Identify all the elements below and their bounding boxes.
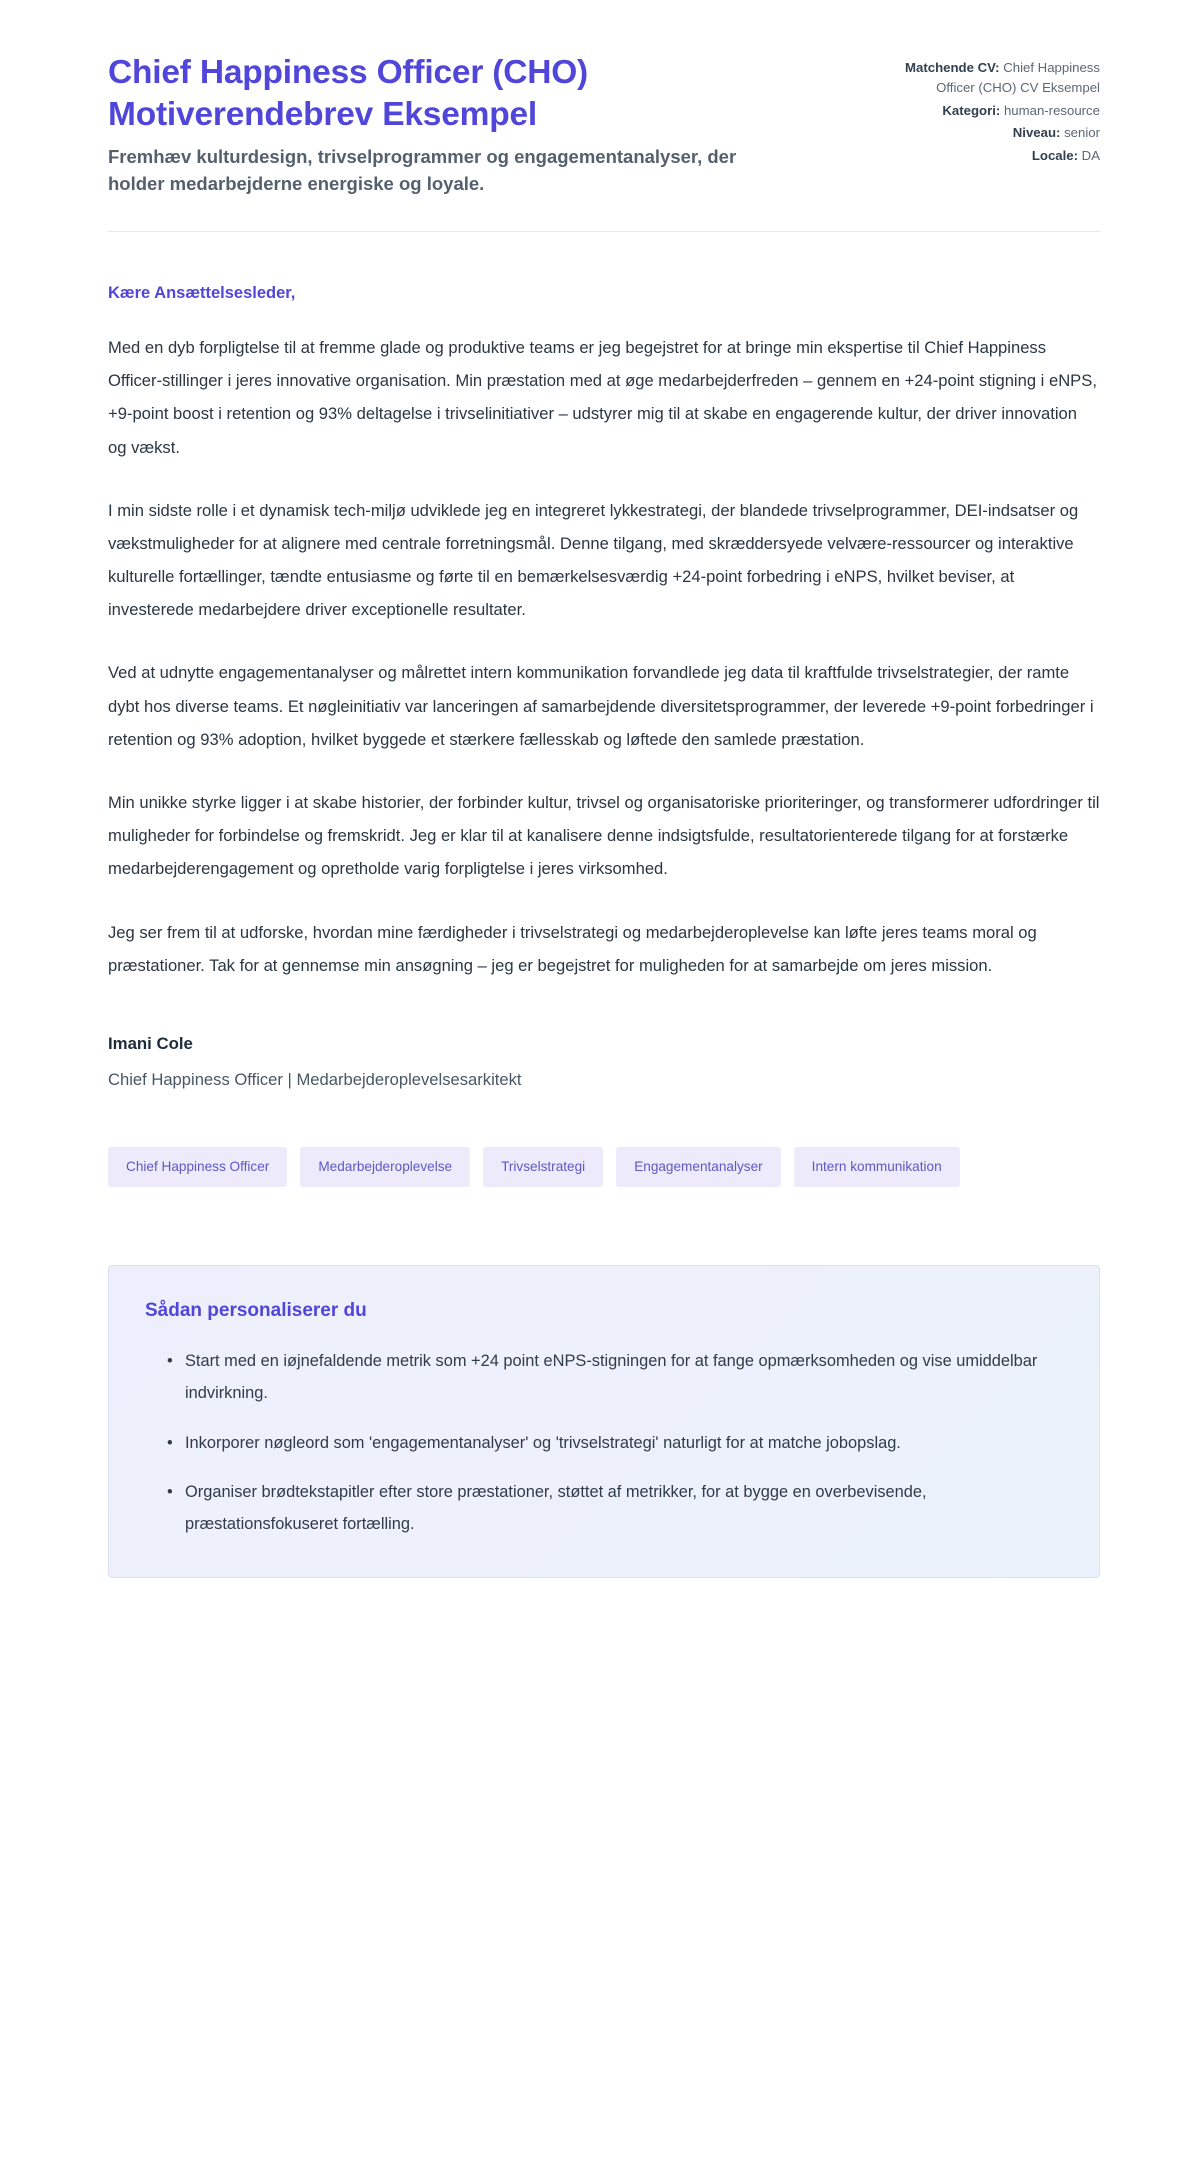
bullet-icon: •	[167, 1433, 173, 1452]
letter-paragraphs	[108, 331, 1100, 982]
signature-name: Imani Cole	[108, 1033, 193, 1053]
tag-chip[interactable]: Chief Happiness Officer	[108, 1147, 287, 1187]
meta-label-matching-cv: Matchende CV:	[905, 60, 1000, 75]
personalization-tips-panel	[108, 1265, 1100, 1579]
meta-label-category: Kategori:	[942, 102, 1001, 118]
page-subtitle: Fremhæv kulturdesign, trivselprogrammer og engagementanalyser, der holder medarbejderne energiske og loyale.	[108, 146, 737, 194]
letter-paragraph: Ved at udnytte engagementanalyser og målrettet intern kommunikation forvandlede jeg data til kraftfulde trivselstrategier, der ramte dybt hos diverse teams. Et nøgleinitiativ var lanceringen af samarbejdende diversitetsprogrammer, der leverede +9-point forbedringer i retention og 93% adoption, hvilket byggede et stærkere fællesskab og løftede den samlede præstation.	[108, 663, 1094, 749]
bullet-icon: •	[167, 1483, 173, 1502]
tips-list-item	[167, 1428, 1059, 1460]
meta-value-level: senior	[1064, 125, 1100, 141]
tips-item-text: Start med en iøjnefaldende metrik som +24 point eNPS-stigningen for at fange opmærksomheden og vise umiddelbar indvirkning.	[185, 1351, 1038, 1402]
tips-list-item	[167, 1346, 1059, 1410]
tips-list-item	[167, 1477, 1059, 1541]
letter-greeting: Kære Ansættelsesleder,	[108, 283, 296, 302]
letter-paragraph: Min unikke styrke ligger i at skabe historier, der forbinder kultur, trivsel og organisatoriske prioriteringer, og transformerer udfordringer til muligheder for forbindelse og fremskridt. Jeg er klar til at kanalisere denne indsigtsfulde, resultatorienterede tilgang for at forstærke medarbejderengagement og opretholde varig forpligtelse i jeres virksomhed.	[108, 793, 1100, 879]
meta-row-matching-cv	[885, 58, 1100, 98]
page-title: Chief Happiness Officer (CHO) Motiverendebrev Eksempel	[108, 54, 589, 134]
meta-value-matching-cv: Chief Happiness Officer (CHO) CV Eksempel	[936, 60, 1100, 95]
bullet-icon: •	[167, 1351, 173, 1370]
meta-value-category: human-resource	[1003, 102, 1100, 118]
letter-paragraph: I min sidste rolle i et dynamisk tech-miljø udviklede jeg en integreret lykkestrategi, der blandede trivselprogrammer, DEI-indsatser og vækstmuligheder for at alignere med centrale forretningsmål. Denne tilgang, med skræddersyede velvære-ressourcer og interaktive kulturelle fortællinger, tændte entusiasme og førte til en bemærkelsesværdig +24-point forbedring i eNPS, hvilket beviser, at investerede medarbejdere driver exceptionelle resultater.	[108, 500, 1079, 620]
tag-list	[0, 1090, 1100, 1187]
tag-chip[interactable]: Trivselstrategi	[483, 1147, 603, 1187]
letter-paragraph: Jeg ser frem til at udforske, hvordan mine færdigheder i trivselstrategi og medarbejderoplevelse kan løfte jeres teams moral og præstationer. Tak for at gennemse min ansøgning – jeg er begejstret for muligheden for at samarbejde om jeres mission.	[108, 922, 1037, 975]
tips-panel-wrapper	[0, 1187, 1200, 1639]
document-metadata	[885, 52, 1100, 169]
meta-row-level	[885, 123, 1100, 143]
signature-role: Chief Happiness Officer | Medarbejderoplevelsesarkitekt	[108, 1069, 522, 1089]
letter-paragraph: Med en dyb forpligtelse til at fremme glade og produktive teams er jeg begejstret for at bringe min ekspertise til Chief Happiness Officer-stillinger i jeres innovative organisation. Min præstation med at øge medarbejderfreden – gennem en +24-point stigning i eNPS, +9-point boost i retention og 93% deltagelse i trivselinitiativer – udstyrer mig til at skabe en engagerende kultur, der driver innovation og vækst.	[108, 337, 1097, 457]
meta-label-locale: Locale:	[1031, 148, 1078, 164]
tag-chip[interactable]: Intern kommunikation	[794, 1147, 960, 1187]
tag-chip[interactable]: Engagementanalyser	[616, 1147, 780, 1187]
letter-signature	[0, 1012, 1200, 1090]
tips-list	[145, 1346, 1059, 1542]
meta-row-locale	[885, 146, 1100, 166]
tag-chip[interactable]: Medarbejderoplevelse	[300, 1147, 470, 1187]
tips-item-text: Organiser brødtekstapitler efter store præstationer, støttet af metrikker, for at bygge en overbevisende, præstationsfokuseret fortælling.	[185, 1483, 927, 1534]
meta-value-locale: DA	[1081, 148, 1100, 164]
page-header	[0, 0, 1200, 197]
meta-label-level: Niveau:	[1012, 125, 1061, 141]
tips-panel-title: Sådan personaliserer du	[145, 1299, 367, 1321]
meta-row-category	[885, 101, 1100, 121]
tips-item-text: Inkorporer nøgleord som 'engagementanalyser' og 'trivselstrategi' naturligt for at matche jobopslag.	[185, 1433, 901, 1452]
header-text-block	[108, 52, 808, 197]
cover-letter-body	[0, 232, 1200, 982]
